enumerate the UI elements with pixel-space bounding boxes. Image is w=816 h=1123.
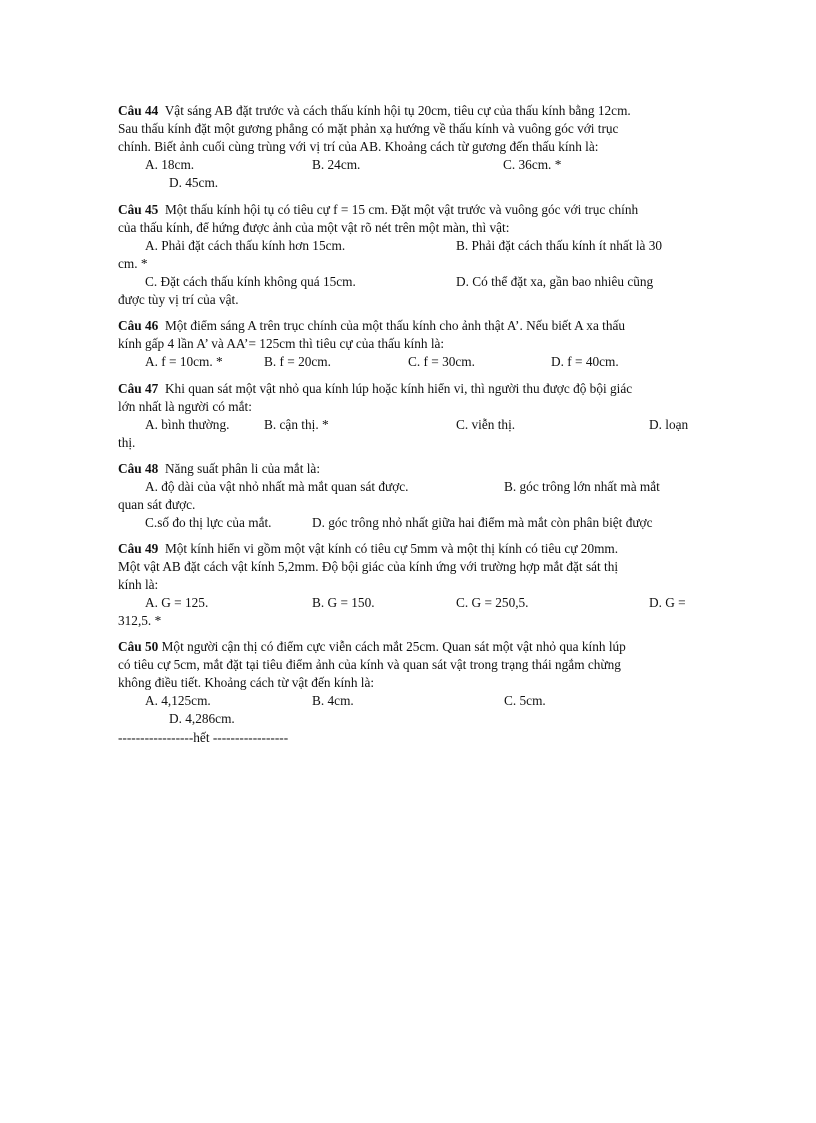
option-b: B. G = 150. [312,595,375,610]
question-stem: chính. Biết ảnh cuối cùng trùng với vị trí của AB. Khoảng cách từ gương đến thấu kính là: [118,139,599,154]
option-c: C. viễn thị. [456,417,516,432]
option-d: D. 4,286cm. [169,711,235,726]
question-stem: có tiêu cự 5cm, mắt đặt tại tiêu điểm ảnh của kính và quan sát vật trong trạng thái ngắm chừng [118,657,621,672]
option-b: B. f = 20cm. [264,354,331,369]
question-stem: Năng suất phân li của mắt là: [164,461,321,476]
question-47 [118,380,698,452]
options-row [118,496,698,514]
question-stem: Một điểm sáng A trên trục chính của một thấu kính cho ảnh thật A’. Nếu biết A xa thấu [164,318,626,333]
option-c: C. G = 250,5. [456,595,529,610]
options-row [118,514,698,532]
option-d: D. loạn [649,417,689,432]
options-row [118,156,698,174]
options-row [118,692,698,710]
option-c: C. Đặt cách thấu kính không quá 15cm. [145,274,356,289]
question-number: Câu 48 [118,461,159,476]
options-row [118,237,698,255]
option-c: C.số đo thị lực của mắt. [145,515,272,530]
option-a: A. 4,125cm. [145,693,211,708]
question-50 [118,638,698,728]
option-a: A. f = 10cm. * [145,354,223,369]
question-number: Câu 49 [118,541,159,556]
question-number: Câu 46 [118,318,159,333]
question-44 [118,102,698,192]
option-b-continued: cm. * [118,256,148,271]
option-b: B. 24cm. [312,157,361,172]
option-d: D. 45cm. [169,175,219,190]
options-row [118,478,698,496]
question-number: Câu 45 [118,202,159,217]
option-c: C. f = 30cm. [408,354,475,369]
option-b: B. Phải đặt cách thấu kính ít nhất là 30 [456,238,663,253]
option-d: D. G = [649,595,686,610]
option-a: A. bình thường. [145,417,230,432]
options-row [118,291,698,309]
options-row [118,416,698,434]
question-stem: lớn nhất là người có mắt: [118,399,252,414]
option-d: D. Có thể đặt xa, gần bao nhiêu cũng [456,274,654,289]
option-c: C. 36cm. * [503,157,562,172]
option-b: B. 4cm. [312,693,354,708]
question-46 [118,317,698,371]
option-a: A. G = 125. [145,595,209,610]
question-stem: Một người cận thị có điểm cực viễn cách mắt 25cm. Quan sát một vật nhỏ qua kính lúp [161,639,626,654]
option-c: C. 5cm. [504,693,546,708]
option-b: B. cận thị. * [264,417,329,432]
option-d-continued: 312,5. * [118,613,162,628]
option-d-continued: được tùy vị trí của vật. [118,292,239,307]
options-row [118,255,698,273]
question-45 [118,201,698,309]
option-d-continued: thị. [118,435,136,450]
options-row [118,612,698,630]
question-stem: Một thấu kính hội tụ có tiêu cự f = 15 cm. Đặt một vật trước và vuông góc với trục chính [164,202,639,217]
option-a: A. độ dài của vật nhỏ nhất mà mắt quan sát được. [145,479,409,494]
question-number: Câu 47 [118,381,159,396]
question-stem: kính là: [118,577,159,592]
option-d: D. góc trông nhỏ nhất giữa hai điểm mà mắt còn phân biệt được [312,515,653,530]
option-b: B. góc trông lớn nhất mà mắt [504,479,660,494]
question-number: Câu 44 [118,103,159,118]
options-row [118,710,698,728]
option-d: D. f = 40cm. [551,354,619,369]
option-a: A. 18cm. [145,157,195,172]
question-stem: Một vật AB đặt cách vật kính 5,2mm. Độ bội giác của kính ứng với trường hợp mắt đặt sát thị [118,559,619,574]
question-stem: kính gấp 4 lần A’ và AA’= 125cm thì tiêu cự của thấu kính là: [118,336,445,351]
options-row [118,174,698,192]
question-stem: Sau thấu kính đặt một gương phẳng có mặt phản xạ hướng về thấu kính và vuông góc với trục [118,121,619,136]
option-a: A. Phải đặt cách thấu kính hơn 15cm. [145,238,346,253]
question-stem: của thấu kính, để hứng được ảnh của một vật rõ nét trên một màn, thì vật: [118,220,510,235]
options-row [118,434,698,452]
option-b-continued: quan sát được. [118,497,196,512]
question-stem: Khi quan sát một vật nhỏ qua kính lúp hoặc kính hiển vi, thì người thu được độ bội giác [164,381,633,396]
question-stem: Một kính hiển vi gồm một vật kính có tiêu cự 5mm và một thị kính có tiêu cự 20mm. [164,541,619,556]
question-stem: không điều tiết. Khoảng cách từ vật đến kính là: [118,675,375,690]
options-row [118,353,698,371]
question-stem: Vật sáng AB đặt trước và cách thấu kính hội tụ 20cm, tiêu cự của thấu kính bằng 12cm. [164,103,631,118]
question-49 [118,540,698,630]
question-number: Câu 50 [118,639,159,654]
options-row [118,273,698,291]
options-row [118,594,698,612]
end-marker: -----------------hết ----------------- [118,730,289,745]
question-48 [118,460,698,532]
